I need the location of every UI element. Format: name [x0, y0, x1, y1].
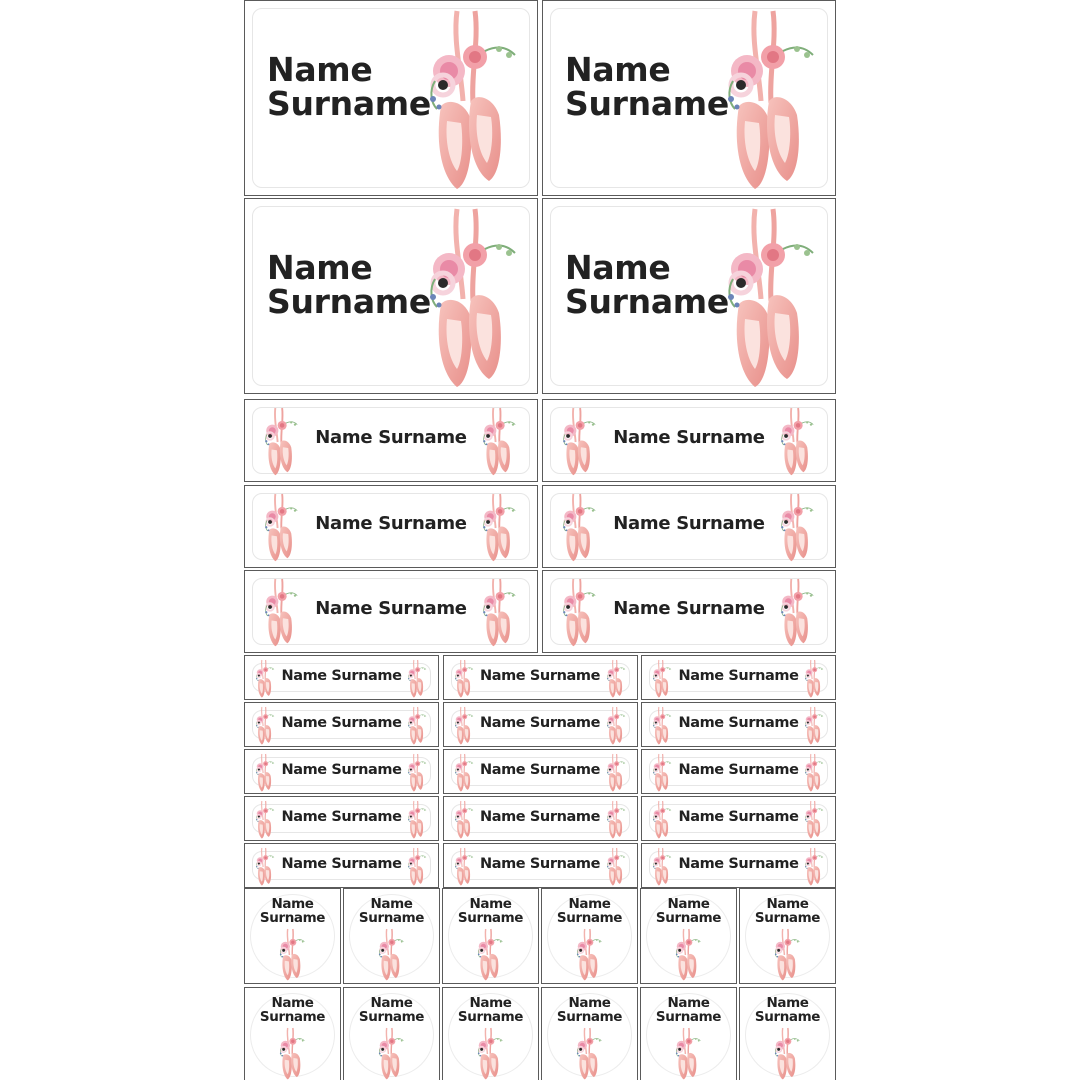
ballet-shoes-icon [804, 848, 824, 886]
label-first-name: Name [267, 248, 373, 287]
label-first-name: Name [565, 50, 671, 89]
circle-name-label [442, 987, 539, 1080]
ballet-shoes-icon [255, 660, 275, 698]
circle-name-label [739, 987, 836, 1080]
ballet-shoes-icon [774, 929, 800, 981]
label-first-name: Name [469, 896, 512, 912]
label-full-name: Name Surname [678, 762, 799, 778]
label-name-text [565, 248, 729, 321]
ballet-shoes-icon [378, 1028, 404, 1080]
label-full-name: Name Surname [479, 856, 601, 872]
small-name-label [443, 749, 638, 794]
ballet-shoes-icon [279, 1028, 305, 1080]
label-full-name: Name Surname [479, 762, 601, 778]
label-surname: Surname [655, 910, 722, 926]
circle-name-label [640, 888, 737, 984]
label-full-name: Name Surname [613, 598, 765, 619]
label-surname: Surname [259, 1009, 326, 1025]
label-first-name: Name [766, 896, 809, 912]
small-name-label [244, 843, 439, 888]
ballet-shoes-icon [407, 754, 427, 792]
med-name-label [542, 399, 836, 482]
label-surname: Surname [267, 282, 431, 321]
ballet-shoes-icon [715, 11, 825, 191]
ballet-shoes-icon [407, 801, 427, 839]
ballet-shoes-icon [407, 848, 427, 886]
small-name-label [641, 655, 836, 700]
label-first-name: Name [667, 995, 710, 1011]
ballet-shoes-icon [407, 660, 427, 698]
ballet-shoes-icon [774, 1028, 800, 1080]
label-first-name: Name [370, 995, 413, 1011]
label-surname: Surname [457, 910, 524, 926]
ballet-shoes-icon [561, 494, 597, 562]
label-full-name: Name Surname [479, 668, 601, 684]
small-name-label [244, 655, 439, 700]
label-name-text [542, 897, 637, 925]
circle-name-label [343, 987, 440, 1080]
small-name-label [244, 796, 439, 841]
label-first-name: Name [766, 995, 809, 1011]
label-surname: Surname [655, 1009, 722, 1025]
label-name-text [443, 897, 538, 925]
label-name-text [245, 996, 340, 1024]
label-surname: Surname [358, 1009, 425, 1025]
label-surname: Surname [754, 1009, 821, 1025]
label-full-name: Name Surname [678, 809, 799, 825]
ballet-shoes-icon [454, 754, 474, 792]
label-name-text [565, 50, 729, 123]
ballet-shoes-icon [417, 11, 527, 191]
ballet-shoes-icon [454, 801, 474, 839]
big-name-label [244, 198, 538, 394]
ballet-shoes-icon [477, 929, 503, 981]
label-surname: Surname [358, 910, 425, 926]
small-name-label [244, 702, 439, 747]
label-first-name: Name [271, 995, 314, 1011]
label-full-name: Name Surname [281, 762, 402, 778]
ballet-shoes-icon [652, 848, 672, 886]
label-name-text [245, 897, 340, 925]
ballet-shoes-icon [454, 660, 474, 698]
label-name-text [267, 248, 431, 321]
label-full-name: Name Surname [281, 715, 402, 731]
label-surname: Surname [259, 910, 326, 926]
ballet-shoes-icon [606, 707, 626, 745]
circle-name-label [640, 987, 737, 1080]
ballet-shoes-icon [715, 209, 825, 389]
label-full-name: Name Surname [281, 856, 402, 872]
label-name-text [641, 996, 736, 1024]
ballet-shoes-icon [454, 707, 474, 745]
label-full-name: Name Surname [678, 715, 799, 731]
ballet-shoes-icon [804, 707, 824, 745]
small-name-label [244, 749, 439, 794]
label-surname: Surname [565, 84, 729, 123]
med-name-label [542, 570, 836, 653]
label-first-name: Name [565, 248, 671, 287]
big-name-label [244, 0, 538, 196]
label-surname: Surname [457, 1009, 524, 1025]
ballet-shoes-icon [481, 408, 517, 476]
circle-name-label [244, 888, 341, 984]
small-name-label [443, 702, 638, 747]
label-first-name: Name [370, 896, 413, 912]
label-name-text [740, 996, 835, 1024]
label-full-name: Name Surname [479, 715, 601, 731]
ballet-shoes-icon [454, 848, 474, 886]
label-full-name: Name Surname [613, 427, 765, 448]
label-sheet [244, 0, 836, 1080]
small-name-label [443, 843, 638, 888]
big-name-label [542, 0, 836, 196]
circle-name-label [442, 888, 539, 984]
ballet-shoes-icon [779, 579, 815, 647]
ballet-shoes-icon [255, 848, 275, 886]
ballet-shoes-icon [804, 801, 824, 839]
ballet-shoes-icon [606, 848, 626, 886]
label-full-name: Name Surname [315, 427, 467, 448]
ballet-shoes-icon [675, 929, 701, 981]
label-full-name: Name Surname [678, 856, 799, 872]
med-name-label [244, 399, 538, 482]
ballet-shoes-icon [606, 801, 626, 839]
small-name-label [443, 796, 638, 841]
label-full-name: Name Surname [613, 512, 765, 534]
label-first-name: Name [469, 995, 512, 1011]
label-full-name: Name Surname [315, 598, 467, 619]
small-name-label [641, 843, 836, 888]
ballet-shoes-icon [804, 754, 824, 792]
ballet-shoes-icon [481, 494, 517, 562]
ballet-shoes-icon [576, 1028, 602, 1080]
ballet-shoes-icon [279, 929, 305, 981]
label-name-text [443, 996, 538, 1024]
ballet-shoes-icon [652, 707, 672, 745]
ballet-shoes-icon [606, 660, 626, 698]
label-first-name: Name [267, 50, 373, 89]
ballet-shoes-icon [263, 408, 299, 476]
ballet-shoes-icon [477, 1028, 503, 1080]
label-name-text [641, 897, 736, 925]
label-first-name: Name [568, 896, 611, 912]
ballet-shoes-icon [561, 408, 597, 476]
ballet-shoes-icon [561, 579, 597, 647]
ballet-shoes-icon [606, 754, 626, 792]
ballet-shoes-icon [407, 707, 427, 745]
label-name-text [542, 996, 637, 1024]
small-name-label [641, 749, 836, 794]
ballet-shoes-icon [652, 754, 672, 792]
label-surname: Surname [754, 910, 821, 926]
ballet-shoes-icon [675, 1028, 701, 1080]
label-name-text [344, 897, 439, 925]
med-name-label [542, 485, 836, 568]
med-name-label [244, 485, 538, 568]
circle-name-label [541, 987, 638, 1080]
ballet-shoes-icon [779, 494, 815, 562]
small-name-label [641, 796, 836, 841]
label-full-name: Name Surname [678, 668, 799, 684]
label-name-text [267, 50, 431, 123]
circle-name-label [343, 888, 440, 984]
ballet-shoes-icon [263, 494, 299, 562]
med-name-label [244, 570, 538, 653]
ballet-shoes-icon [255, 707, 275, 745]
ballet-shoes-icon [255, 754, 275, 792]
ballet-shoes-icon [255, 801, 275, 839]
circle-name-label [541, 888, 638, 984]
label-first-name: Name [667, 896, 710, 912]
label-surname: Surname [556, 1009, 623, 1025]
small-name-label [641, 702, 836, 747]
label-first-name: Name [271, 896, 314, 912]
ballet-shoes-icon [576, 929, 602, 981]
ballet-shoes-icon [417, 209, 527, 389]
big-name-label [542, 198, 836, 394]
label-name-text [740, 897, 835, 925]
label-surname: Surname [267, 84, 431, 123]
ballet-shoes-icon [263, 579, 299, 647]
label-first-name: Name [568, 995, 611, 1011]
small-name-label [443, 655, 638, 700]
label-full-name: Name Surname [281, 668, 402, 684]
label-surname: Surname [565, 282, 729, 321]
label-name-text [344, 996, 439, 1024]
ballet-shoes-icon [652, 660, 672, 698]
label-full-name: Name Surname [479, 809, 601, 825]
label-full-name: Name Surname [281, 809, 402, 825]
ballet-shoes-icon [804, 660, 824, 698]
ballet-shoes-icon [378, 929, 404, 981]
ballet-shoes-icon [481, 579, 517, 647]
circle-name-label [739, 888, 836, 984]
ballet-shoes-icon [779, 408, 815, 476]
ballet-shoes-icon [652, 801, 672, 839]
label-full-name: Name Surname [315, 512, 467, 534]
label-surname: Surname [556, 910, 623, 926]
circle-name-label [244, 987, 341, 1080]
